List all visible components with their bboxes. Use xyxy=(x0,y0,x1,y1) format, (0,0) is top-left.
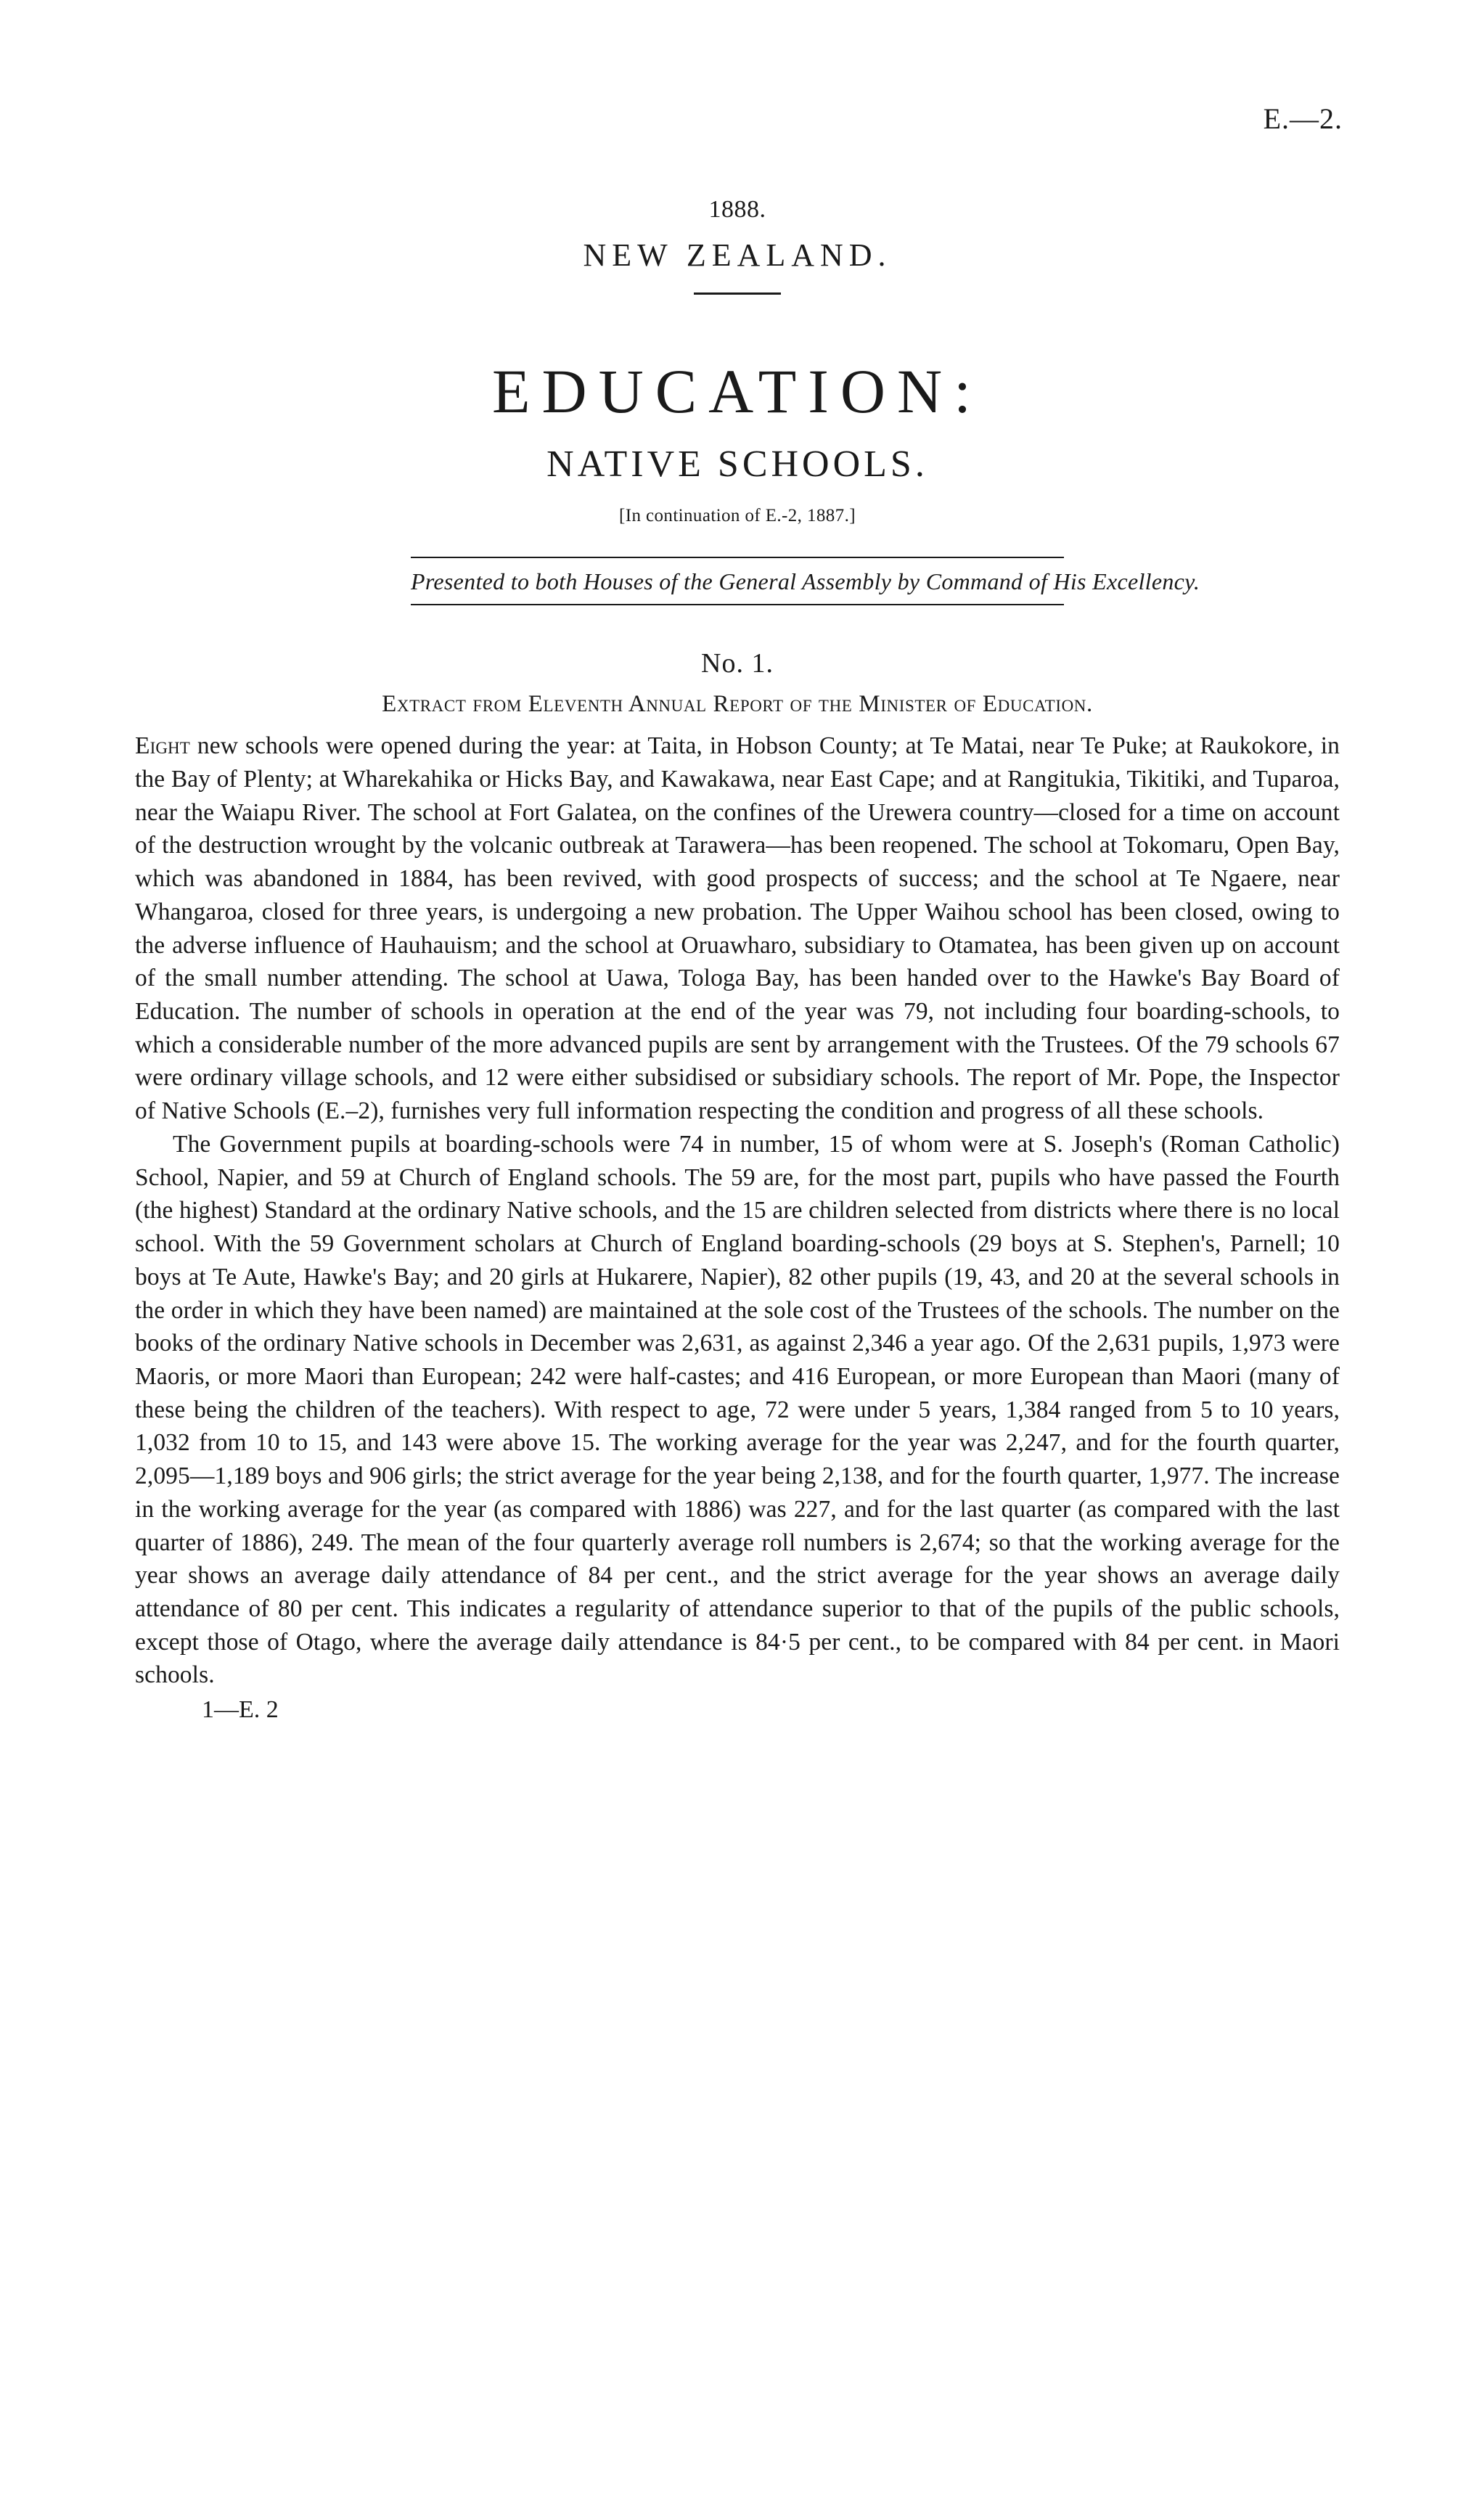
presented-statement: Presented to both Houses of the General Assembly by Command of His Excellency. xyxy=(411,568,1200,595)
paragraph-2: The Government pupils at boarding-schools were 74 in number, 15 of whom were at S. Joseph's (Roman Catholic) School, Napier, and 59 at Church of England schools. The 59 are, for the most part, pupils who have passed the Fourth (the highest) Standard at the ordinary Native schools, and the 15 are children selected from districts where there is no local school. With the 59 Government scholars at Church of England boarding-schools (29 boys at S. Stephen's, Parnell; 10 boys at Te Aute, Hawke's Bay; and 20 girls at Hukarere, Napier), 82 other pupils (19, 43, and 20 at the several schools in the order in which they have been named) are maintained at the sole cost of the Trustees of the schools. The number on the books of the ordinary Native schools in December was 2,631, as against 2,346 a year ago. Of the 2,631 pupils, 1,973 were Maoris, or more Maori than European; 242 were half-castes; and 416 European, or more European than Maori (many of these being the children of the teachers). With respect to age, 72 were under 5 years, 1,384 ranged from 5 to 10 years, 1,032 from 10 to 15, and 143 were above 15. The working average for the year was 2,247, and for the fourth quarter, 2,095—1,189 boys and 906 girls; the strict average for the year being 2,138, and for the fourth quarter, 1,977. The increase in the working average for the year (as compared with 1886) was 227, and for the last quarter (as compared with the last quarter of 1886), 249. The mean of the four quarterly average roll numbers is 2,674; so that the working average for the year shows an average daily attendance of 84 per cent., and the strict average for the year shows an average daily attendance of 80 per cent. This indicates a regularity of attendance superior to that of the pupils of the public schools, except those of Otago, where the average daily attendance is 84·5 per cent., to be compared with 84 per cent. in Maori schools. xyxy=(135,1130,1340,1689)
masthead-country: NEW ZEALAND. xyxy=(583,237,892,273)
presented-rule-bottom xyxy=(411,604,1064,605)
masthead-divider xyxy=(694,292,781,295)
paragraph-1-text: new schools were opened during the year: at Taita, in Hobson County; at Te Matai, near Te Puke; at Raukokore, in the Bay of Plenty; at Wharekahika or Hicks Bay, and Kawakawa, near East Cape; and at Rangitukia, Tikitiki, and Tuparoa, near the Waiapu River. The school at Fort Galatea, on the confines of the Urewera country—closed for a time on account of the destruction wrought by the volcanic outbreak at Tarawera—has been reopened. The school at Tokomaru, Open Bay, which was abandoned in 1884, has been revived, with good prospects of success; and the school at Te Ngaere, near Whangaroa, closed for three years, is undergoing a new probation. The Upper Waihou school has been closed, owing to the adverse influence of Hauhauism; and the school at Oruawharo, subsidiary to Otamatea, has been given up on account of the small number attending. The school at Uawa, Tologa Bay, has been handed over to the Hawke's Bay Board of Education. The number of schools in operation at the end of the year was 79, not including four boarding-schools, to which a considerable number of the more advanced pupils are sent by arrangement with the Trustees. Of the 79 schools 67 were ordinary village schools, and 12 were either subsidised or subsidiary schools. The report of Mr. Pope, the Inspector of Native Schools (E.–2), furnishes very full information respecting the condition and progress of all these schools. xyxy=(135,732,1340,1125)
body-text xyxy=(135,729,1340,1692)
page-code: E.—2. xyxy=(1263,102,1343,135)
footer-signature: 1—E. 2 xyxy=(202,1696,279,1724)
document-content xyxy=(135,196,1340,1724)
presented-block xyxy=(411,557,1200,605)
continuation-note: [In continuation of E.-2, 1887.] xyxy=(619,506,856,526)
page-subtitle: NATIVE SCHOOLS. xyxy=(546,443,928,486)
page-title: EDUCATION: xyxy=(492,356,983,426)
section-number: No. 1. xyxy=(701,648,774,679)
masthead-year: 1888. xyxy=(708,196,766,223)
section-heading: Extract from Eleventh Annual Report of the Minister of Education. xyxy=(382,691,1093,718)
paragraph-1 xyxy=(135,729,1340,1128)
paragraph-1-lead: Eight xyxy=(135,732,190,760)
